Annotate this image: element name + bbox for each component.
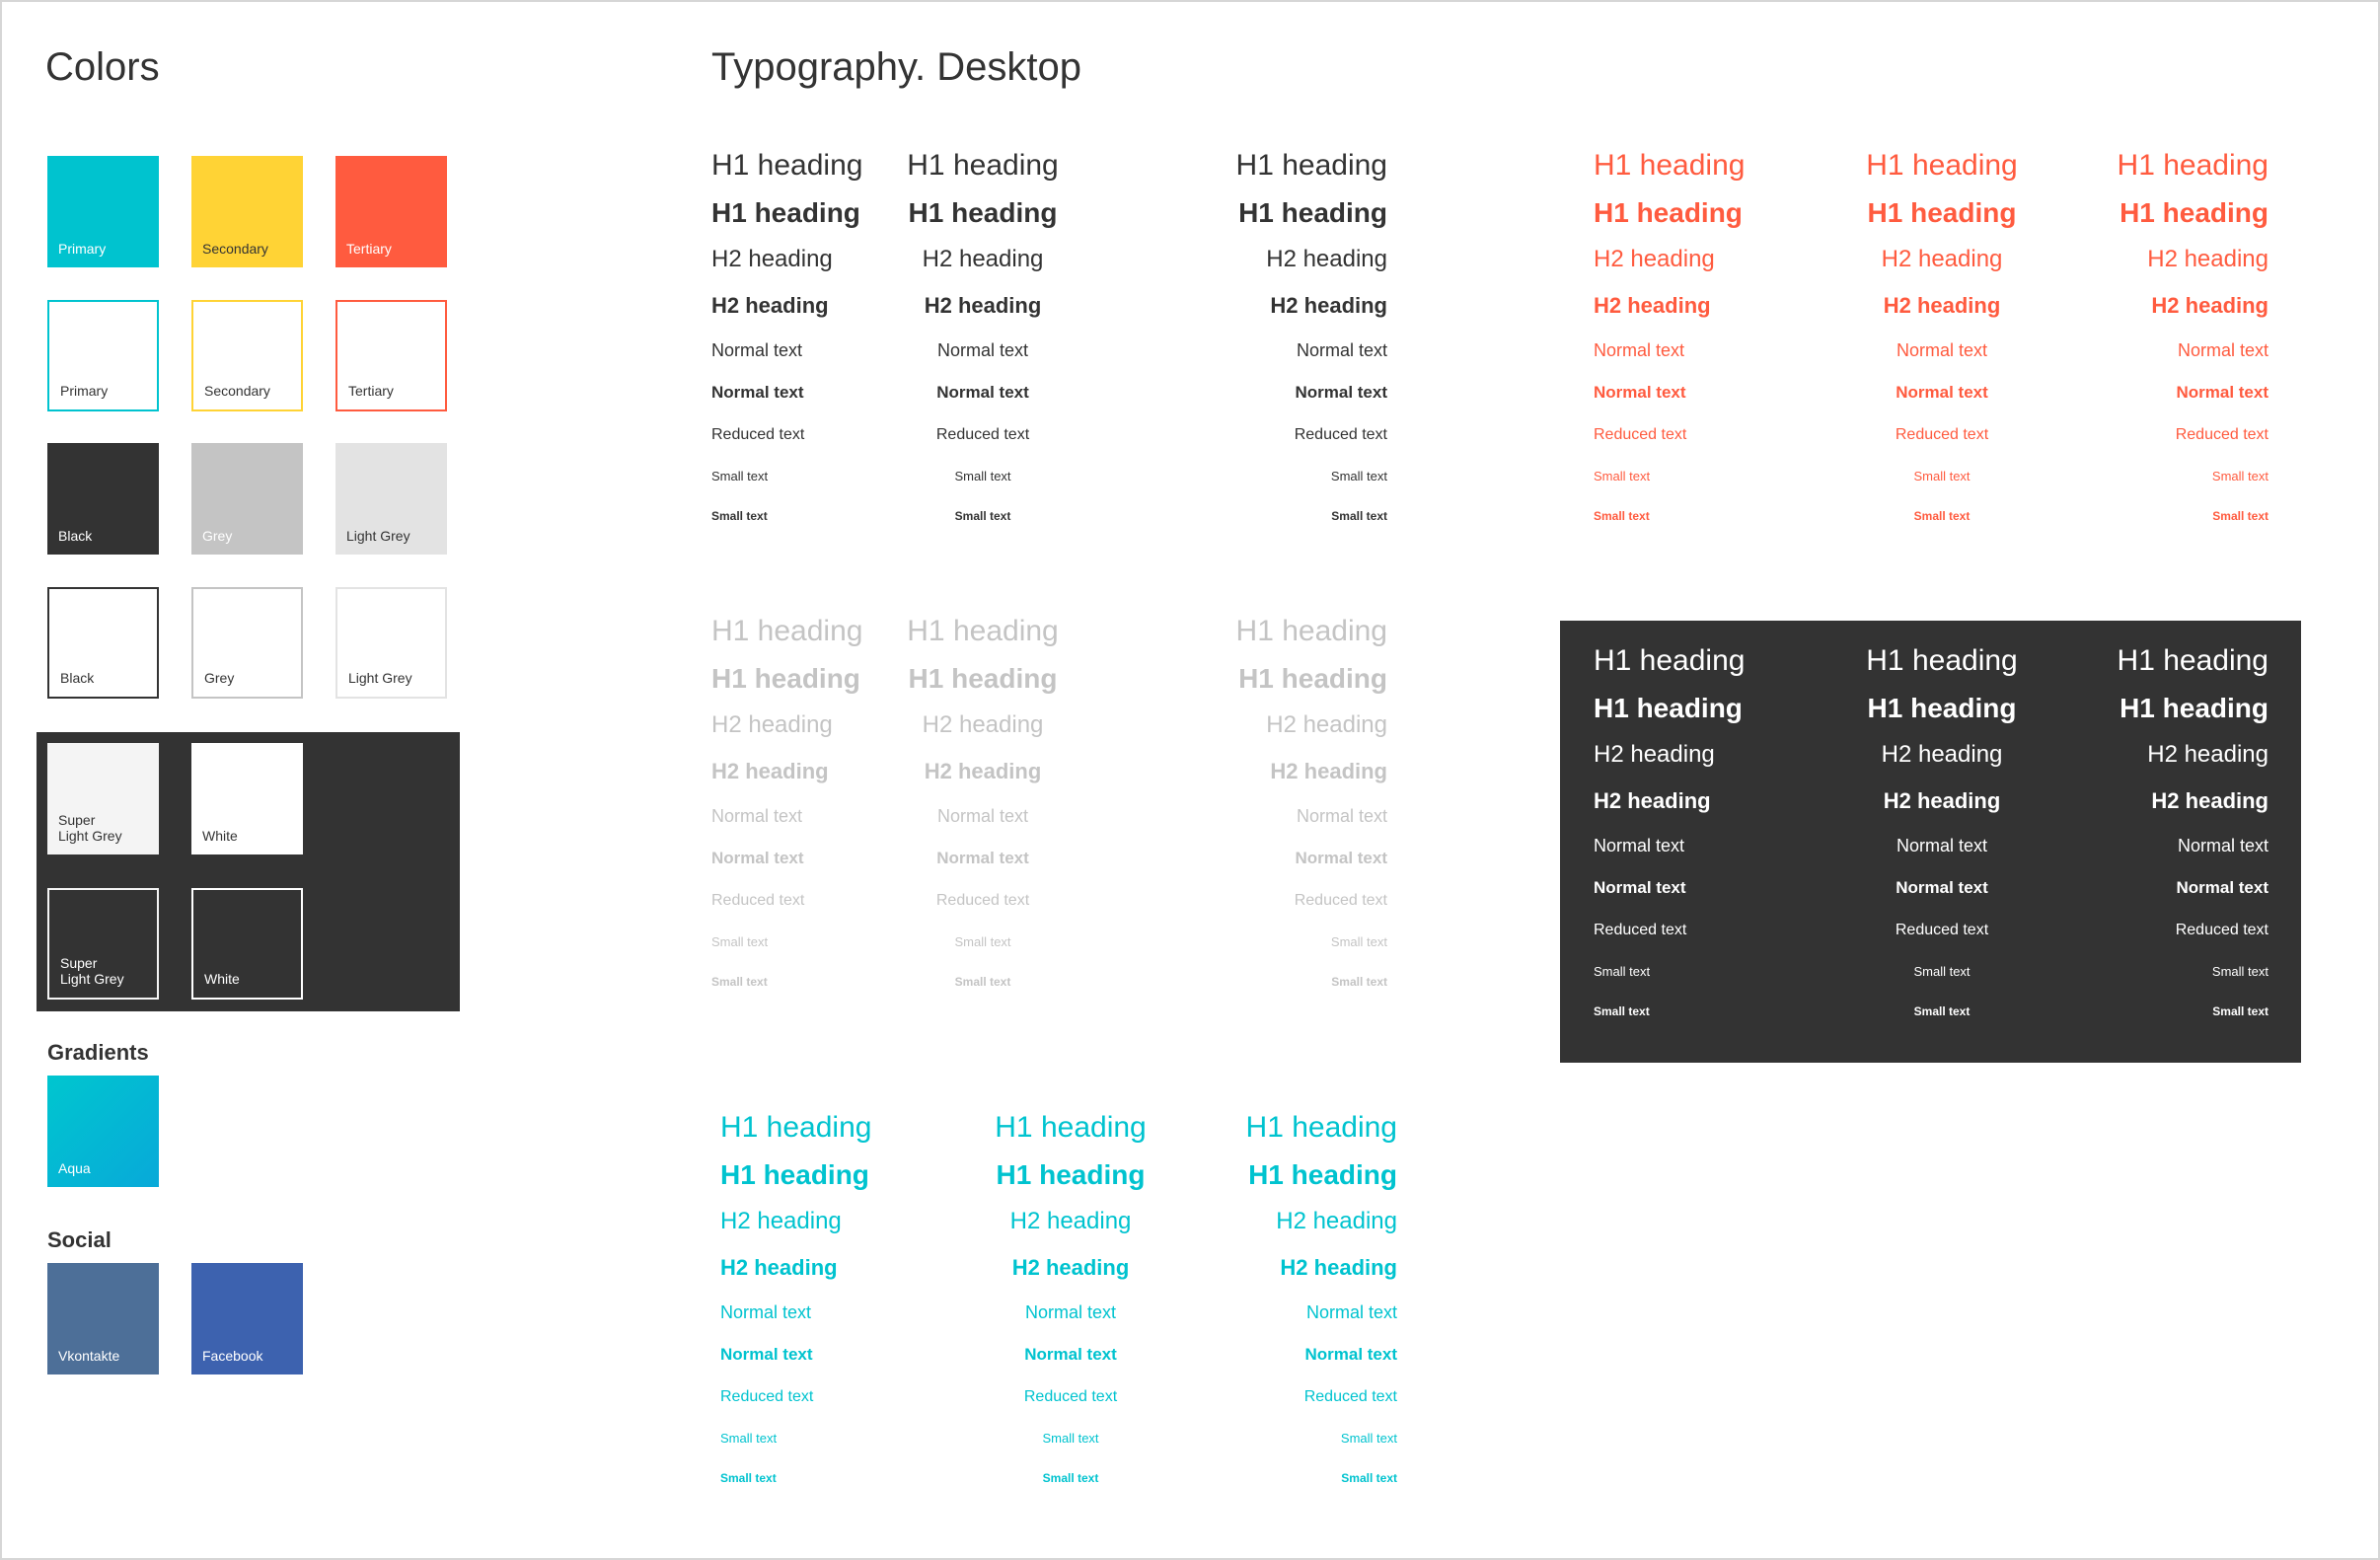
type-sample-nr: Normal text bbox=[711, 340, 803, 360]
swatch-label: Light Grey bbox=[348, 670, 412, 686]
type-sample-rr: Reduced text bbox=[720, 1388, 814, 1405]
swatch-label: Primary bbox=[58, 241, 107, 257]
type-sample-nr: Normal text bbox=[1594, 836, 1685, 855]
type-sample-sb: Small text bbox=[1042, 1471, 1099, 1485]
type-sample-h2r: H2 heading bbox=[1594, 246, 1715, 272]
type-sample-h1b: H1 heading bbox=[2120, 693, 2268, 723]
type-sample-rr: Reduced text bbox=[1303, 1388, 1397, 1405]
swatch-label: Aqua bbox=[58, 1160, 91, 1176]
swatch-primary-outline bbox=[47, 300, 159, 411]
type-sample-h1b: H1 heading bbox=[720, 1159, 869, 1190]
type-sample-sb: Small text bbox=[2212, 1004, 2268, 1018]
swatch-label: Facebook bbox=[202, 1348, 263, 1364]
type-sample-h2b: H2 heading bbox=[1883, 788, 2001, 813]
type-sample-h1b: H1 heading bbox=[2120, 197, 2268, 228]
type-sample-h1b: H1 heading bbox=[1238, 663, 1387, 694]
type-sample-h2b: H2 heading bbox=[1011, 1255, 1130, 1280]
swatch-label: Secondary bbox=[202, 241, 268, 257]
type-sample-h2b: H2 heading bbox=[711, 293, 829, 318]
type-sample-nr: Normal text bbox=[936, 340, 1029, 360]
type-sample-h2r: H2 heading bbox=[922, 246, 1044, 272]
type-sample-h1b: H1 heading bbox=[1867, 197, 2017, 228]
type-sample-nb: Normal text bbox=[1024, 1345, 1117, 1364]
swatch-label: Black bbox=[60, 670, 95, 686]
type-sample-rr: Reduced text bbox=[1023, 1388, 1118, 1405]
swatch-super-light-grey-outline bbox=[47, 888, 159, 1000]
type-sample-h1b: H1 heading bbox=[1594, 197, 1743, 228]
type-sample-h1b: H1 heading bbox=[1867, 693, 2017, 723]
type-sample-sb: Small text bbox=[954, 975, 1011, 989]
swatch-label: Super Light Grey bbox=[60, 955, 124, 987]
type-sample-nr: Normal text bbox=[1296, 806, 1387, 826]
swatch-secondary-outline bbox=[191, 300, 303, 411]
type-sample-nr: Normal text bbox=[711, 806, 803, 826]
swatch-super-light-grey-fill bbox=[47, 743, 159, 854]
type-sample-h1r: H1 heading bbox=[1235, 149, 1387, 182]
type-sample-nb: Normal text bbox=[936, 383, 1029, 402]
type-sample-h1b: H1 heading bbox=[711, 663, 860, 694]
type-sample-nb: Normal text bbox=[711, 849, 804, 867]
type-sample-nb: Normal text bbox=[2176, 878, 2268, 897]
type-sample-nb: Normal text bbox=[2176, 383, 2268, 402]
typography-title: Typography. Desktop bbox=[711, 45, 1082, 89]
type-sample-rr: Reduced text bbox=[1895, 426, 1989, 443]
type-sample-nr: Normal text bbox=[1305, 1302, 1397, 1322]
type-sample-h1r: H1 heading bbox=[2117, 149, 2268, 182]
swatch-white-fill bbox=[191, 743, 303, 854]
type-sample-h1r: H1 heading bbox=[1235, 615, 1387, 647]
type-sample-nr: Normal text bbox=[2177, 836, 2268, 855]
type-sample-rr: Reduced text bbox=[2175, 426, 2268, 443]
type-sample-nb: Normal text bbox=[1896, 878, 1988, 897]
type-sample-sr: Small text bbox=[1913, 469, 1971, 483]
type-sample-h1r: H1 heading bbox=[1594, 644, 1746, 677]
type-sample-nr: Normal text bbox=[1594, 340, 1685, 360]
type-sample-h1r: H1 heading bbox=[995, 1111, 1147, 1144]
swatch-black-fill bbox=[47, 443, 159, 555]
swatch-primary-fill bbox=[47, 156, 159, 267]
type-sample-nb: Normal text bbox=[1594, 878, 1686, 897]
type-sample-sr: Small text bbox=[2211, 469, 2268, 483]
type-sample-h2b: H2 heading bbox=[924, 293, 1042, 318]
type-sample-rr: Reduced text bbox=[1594, 426, 1687, 443]
type-sample-sb: Small text bbox=[720, 1471, 777, 1485]
swatch-aqua-gradient bbox=[47, 1076, 159, 1187]
swatch-label: Tertiary bbox=[348, 383, 394, 399]
type-sample-h1b: H1 heading bbox=[908, 663, 1058, 694]
type-sample-sr: Small text bbox=[1594, 964, 1651, 979]
swatch-light-grey-fill bbox=[335, 443, 447, 555]
swatch-tertiary-fill bbox=[335, 156, 447, 267]
type-sample-nb: Normal text bbox=[936, 849, 1029, 867]
type-sample-sb: Small text bbox=[1331, 509, 1387, 523]
type-sample-nr: Normal text bbox=[720, 1302, 812, 1322]
type-sample-h1r: H1 heading bbox=[907, 149, 1059, 182]
type-sample-h2r: H2 heading bbox=[1594, 741, 1715, 768]
social-title: Social bbox=[47, 1227, 112, 1252]
type-sample-h1r: H1 heading bbox=[711, 615, 863, 647]
swatch-black-outline bbox=[47, 587, 159, 699]
type-sample-sr: Small text bbox=[2211, 964, 2268, 979]
type-sample-h2b: H2 heading bbox=[1883, 293, 2001, 318]
type-sample-h2b: H2 heading bbox=[1594, 788, 1711, 813]
type-sample-rr: Reduced text bbox=[1294, 426, 1387, 443]
type-sample-h2r: H2 heading bbox=[2147, 741, 2268, 768]
swatch-vkontakte bbox=[47, 1263, 159, 1374]
swatch-label: Primary bbox=[60, 383, 109, 399]
type-sample-sb: Small text bbox=[711, 975, 768, 989]
swatch-label: Tertiary bbox=[346, 241, 392, 257]
type-sample-h1r: H1 heading bbox=[720, 1111, 872, 1144]
type-sample-h1r: H1 heading bbox=[907, 615, 1059, 647]
type-sample-nb: Normal text bbox=[720, 1345, 813, 1364]
colors-title: Colors bbox=[45, 45, 160, 89]
type-sample-sr: Small text bbox=[954, 934, 1011, 949]
type-sample-nb: Normal text bbox=[1896, 383, 1988, 402]
type-sample-rr: Reduced text bbox=[935, 426, 1030, 443]
type-sample-rr: Reduced text bbox=[935, 892, 1030, 909]
gradients-title: Gradients bbox=[47, 1040, 149, 1065]
type-sample-h1r: H1 heading bbox=[711, 149, 863, 182]
swatch-label: Secondary bbox=[204, 383, 270, 399]
type-sample-h1b: H1 heading bbox=[1238, 197, 1387, 228]
type-sample-h2r: H2 heading bbox=[1266, 246, 1387, 272]
type-sample-sr: Small text bbox=[954, 469, 1011, 483]
type-sample-h2r: H2 heading bbox=[720, 1208, 842, 1234]
type-sample-h2r: H2 heading bbox=[1881, 246, 2003, 272]
type-sample-sr: Small text bbox=[1042, 1431, 1099, 1446]
type-sample-h2r: H2 heading bbox=[711, 711, 833, 738]
type-sample-nb: Normal text bbox=[711, 383, 804, 402]
swatch-label: Super Light Grey bbox=[58, 812, 122, 844]
type-sample-h2r: H2 heading bbox=[711, 246, 833, 272]
type-sample-h2b: H2 heading bbox=[1594, 293, 1711, 318]
type-sample-nr: Normal text bbox=[2177, 340, 2268, 360]
type-sample-h1r: H1 heading bbox=[1245, 1111, 1397, 1144]
type-sample-h1r: H1 heading bbox=[1866, 644, 2018, 677]
type-sample-sr: Small text bbox=[1330, 934, 1387, 949]
type-sample-h1b: H1 heading bbox=[908, 197, 1058, 228]
type-sample-sr: Small text bbox=[711, 934, 769, 949]
type-sample-sb: Small text bbox=[1594, 509, 1650, 523]
type-sample-h2b: H2 heading bbox=[2151, 293, 2268, 318]
type-sample-sr: Small text bbox=[1594, 469, 1651, 483]
type-sample-h1b: H1 heading bbox=[1594, 693, 1743, 723]
swatch-grey-outline bbox=[191, 587, 303, 699]
type-sample-sb: Small text bbox=[1913, 1004, 1971, 1018]
swatch-label: Grey bbox=[202, 528, 233, 544]
type-sample-sb: Small text bbox=[1594, 1004, 1650, 1018]
type-sample-h2b: H2 heading bbox=[711, 759, 829, 783]
type-sample-h1r: H1 heading bbox=[2117, 644, 2268, 677]
type-sample-nb: Normal text bbox=[1295, 383, 1387, 402]
swatch-label: White bbox=[202, 828, 238, 844]
swatch-label: Black bbox=[58, 528, 93, 544]
type-sample-sr: Small text bbox=[711, 469, 769, 483]
type-sample-nr: Normal text bbox=[936, 806, 1029, 826]
swatch-white-outline bbox=[191, 888, 303, 1000]
type-sample-h2r: H2 heading bbox=[1009, 1208, 1132, 1234]
type-sample-nr: Normal text bbox=[1024, 1302, 1117, 1322]
type-sample-h1r: H1 heading bbox=[1866, 149, 2018, 182]
type-sample-sr: Small text bbox=[720, 1431, 778, 1446]
swatch-label: Light Grey bbox=[346, 528, 410, 544]
type-sample-h2b: H2 heading bbox=[720, 1255, 838, 1280]
type-sample-sb: Small text bbox=[1341, 1471, 1397, 1485]
type-sample-sb: Small text bbox=[1331, 975, 1387, 989]
type-sample-h2r: H2 heading bbox=[922, 711, 1044, 738]
type-sample-rr: Reduced text bbox=[1294, 892, 1387, 909]
type-sample-sb: Small text bbox=[1913, 509, 1971, 523]
swatch-label: Grey bbox=[204, 670, 235, 686]
type-sample-nr: Normal text bbox=[1896, 836, 1988, 855]
type-sample-rr: Reduced text bbox=[1895, 922, 1989, 938]
type-sample-nb: Normal text bbox=[1594, 383, 1686, 402]
type-sample-rr: Reduced text bbox=[1594, 922, 1687, 938]
type-sample-h1b: H1 heading bbox=[996, 1159, 1146, 1190]
type-sample-h2b: H2 heading bbox=[1270, 293, 1387, 318]
type-sample-sr: Small text bbox=[1913, 964, 1971, 979]
type-sample-h2r: H2 heading bbox=[2147, 246, 2268, 272]
type-sample-nr: Normal text bbox=[1296, 340, 1387, 360]
type-sample-sr: Small text bbox=[1330, 469, 1387, 483]
type-sample-h1r: H1 heading bbox=[1594, 149, 1746, 182]
swatch-label: White bbox=[204, 971, 240, 987]
type-sample-h2b: H2 heading bbox=[1280, 1255, 1397, 1280]
swatch-tertiary-outline bbox=[335, 300, 447, 411]
type-sample-sb: Small text bbox=[2212, 509, 2268, 523]
type-sample-nb: Normal text bbox=[1295, 849, 1387, 867]
type-sample-rr: Reduced text bbox=[711, 892, 805, 909]
type-sample-sb: Small text bbox=[954, 509, 1011, 523]
type-sample-h2r: H2 heading bbox=[1881, 741, 2003, 768]
type-sample-rr: Reduced text bbox=[711, 426, 805, 443]
swatch-light-grey-outline bbox=[335, 587, 447, 699]
type-sample-sr: Small text bbox=[1340, 1431, 1397, 1446]
type-sample-h2b: H2 heading bbox=[1270, 759, 1387, 783]
type-sample-sb: Small text bbox=[711, 509, 768, 523]
type-sample-nb: Normal text bbox=[1304, 1345, 1397, 1364]
swatch-label: Vkontakte bbox=[58, 1348, 120, 1364]
type-sample-h2b: H2 heading bbox=[924, 759, 1042, 783]
type-sample-rr: Reduced text bbox=[2175, 922, 2268, 938]
type-sample-h1b: H1 heading bbox=[711, 197, 860, 228]
type-sample-h2b: H2 heading bbox=[2151, 788, 2268, 813]
swatch-facebook bbox=[191, 1263, 303, 1374]
swatch-secondary-fill bbox=[191, 156, 303, 267]
type-sample-h2r: H2 heading bbox=[1266, 711, 1387, 738]
type-sample-h2r: H2 heading bbox=[1276, 1208, 1397, 1234]
swatch-grey-fill bbox=[191, 443, 303, 555]
type-sample-h1b: H1 heading bbox=[1248, 1159, 1397, 1190]
type-sample-nr: Normal text bbox=[1896, 340, 1988, 360]
